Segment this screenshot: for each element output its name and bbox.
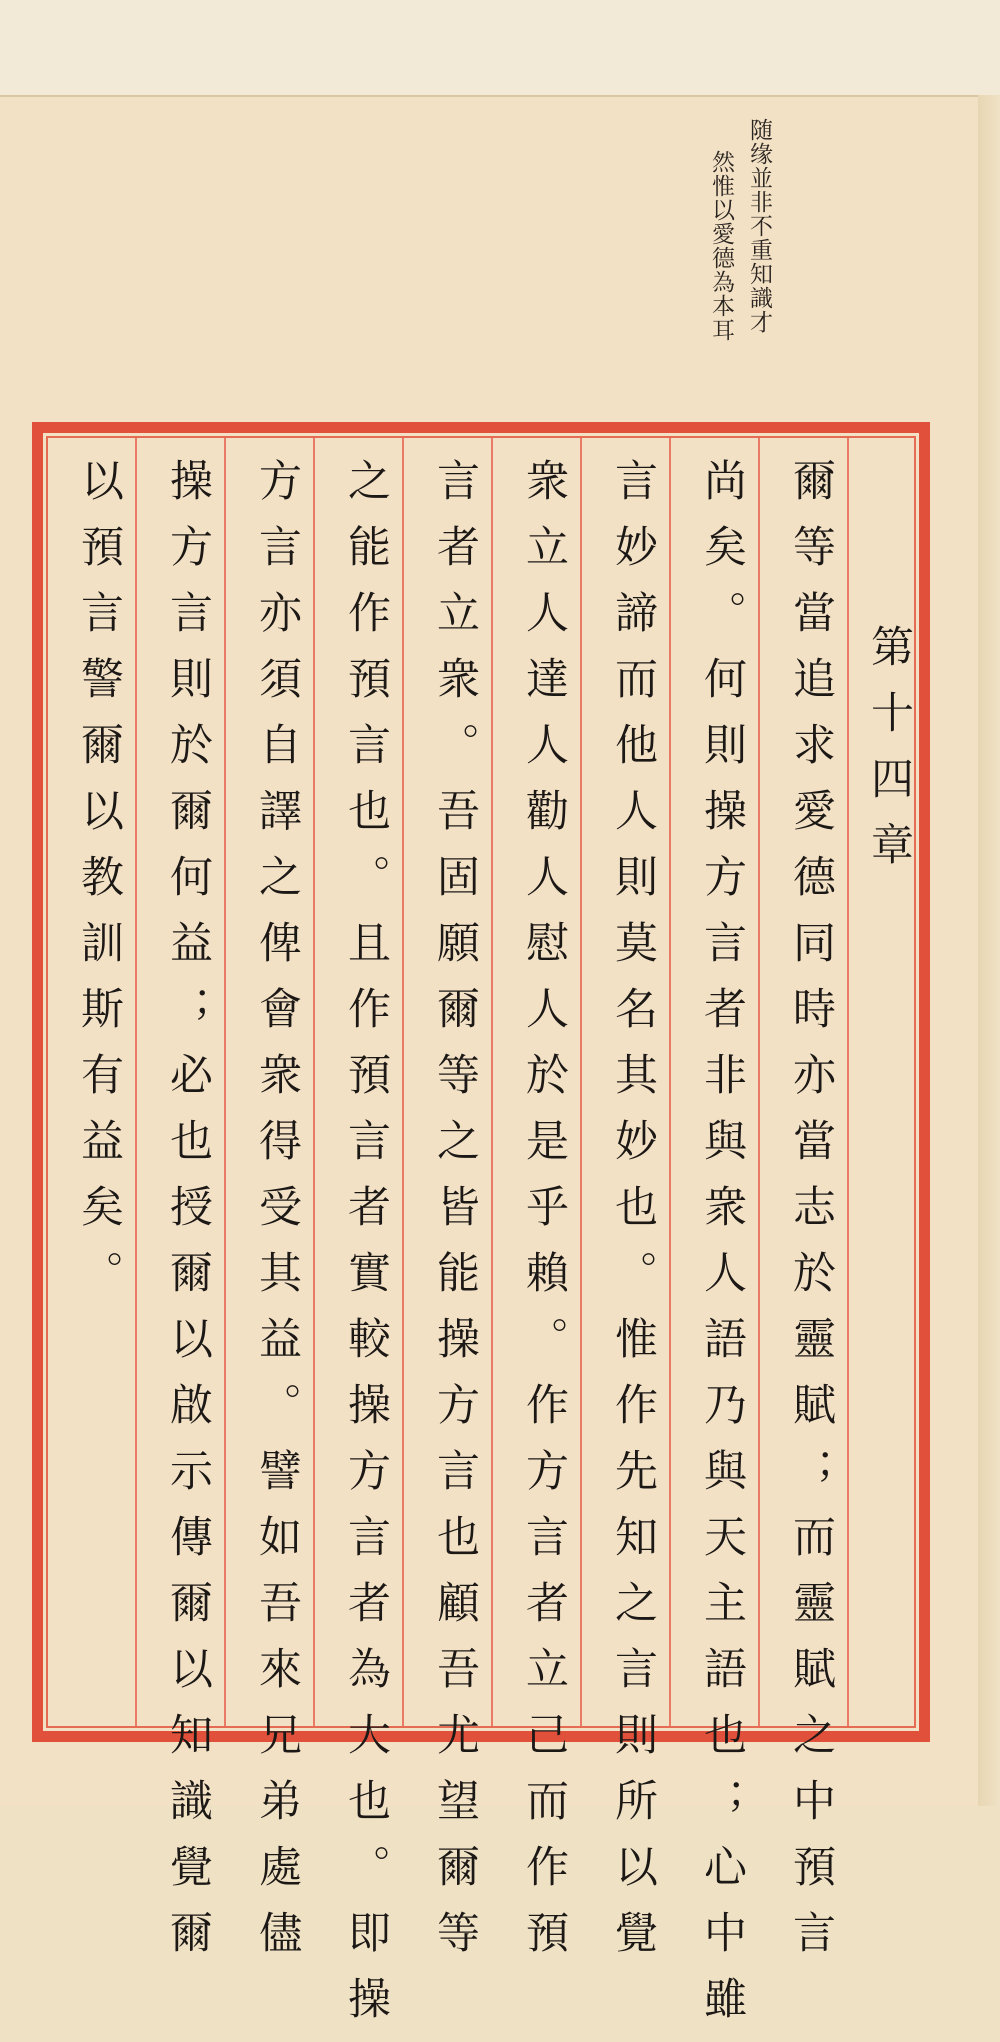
column-rule <box>847 438 849 1726</box>
page-top-margin <box>0 0 1000 97</box>
text-frame-inner-border <box>46 436 916 2042</box>
column-rule <box>402 438 404 1726</box>
page-edge <box>978 95 1000 1806</box>
margin-note-line-2: 然惟以愛德為本耳 <box>708 150 734 342</box>
text-column-4: 衆立人達人勸人慰人於是乎賴。作方言者立己而作預 <box>519 458 569 1976</box>
column-rule <box>224 438 226 1726</box>
text-column-3: 言妙諦而他人則莫名其妙也。惟作先知之言則所以覺 <box>608 458 658 1976</box>
column-rule <box>313 438 315 1726</box>
text-column-2: 尚矣。何則操方言者非與衆人語乃與天主語也；心中雖 <box>697 458 747 2042</box>
column-rule <box>758 438 760 1726</box>
text-column-7: 方言亦須自譯之俾會衆得受其益。譬如吾來兄弟處儘 <box>252 458 302 1976</box>
text-column-6: 之能作預言也。且作預言者實較操方言者為大也。即操 <box>341 458 391 2042</box>
margin-note-line-1: 随缘並非不重知識才 <box>746 118 772 334</box>
chapter-title: 第十四章 <box>864 624 914 888</box>
column-rule <box>669 438 671 1726</box>
text-column-1: 爾等當追求愛德同時亦當志於靈賦；而靈賦之中預言 <box>786 458 836 1976</box>
text-frame <box>32 422 930 2042</box>
text-column-9: 以預言警爾以教訓斯有益矣。 <box>74 458 124 1316</box>
column-rule <box>491 438 493 1726</box>
text-column-8: 操方言則於爾何益；必也授爾以啟示傳爾以知識覺爾 <box>163 458 213 1976</box>
text-column-5: 言者立衆。吾固願爾等之皆能操方言也顧吾尤望爾等 <box>430 458 480 1976</box>
column-rule <box>580 438 582 1726</box>
column-rule <box>135 438 137 1726</box>
